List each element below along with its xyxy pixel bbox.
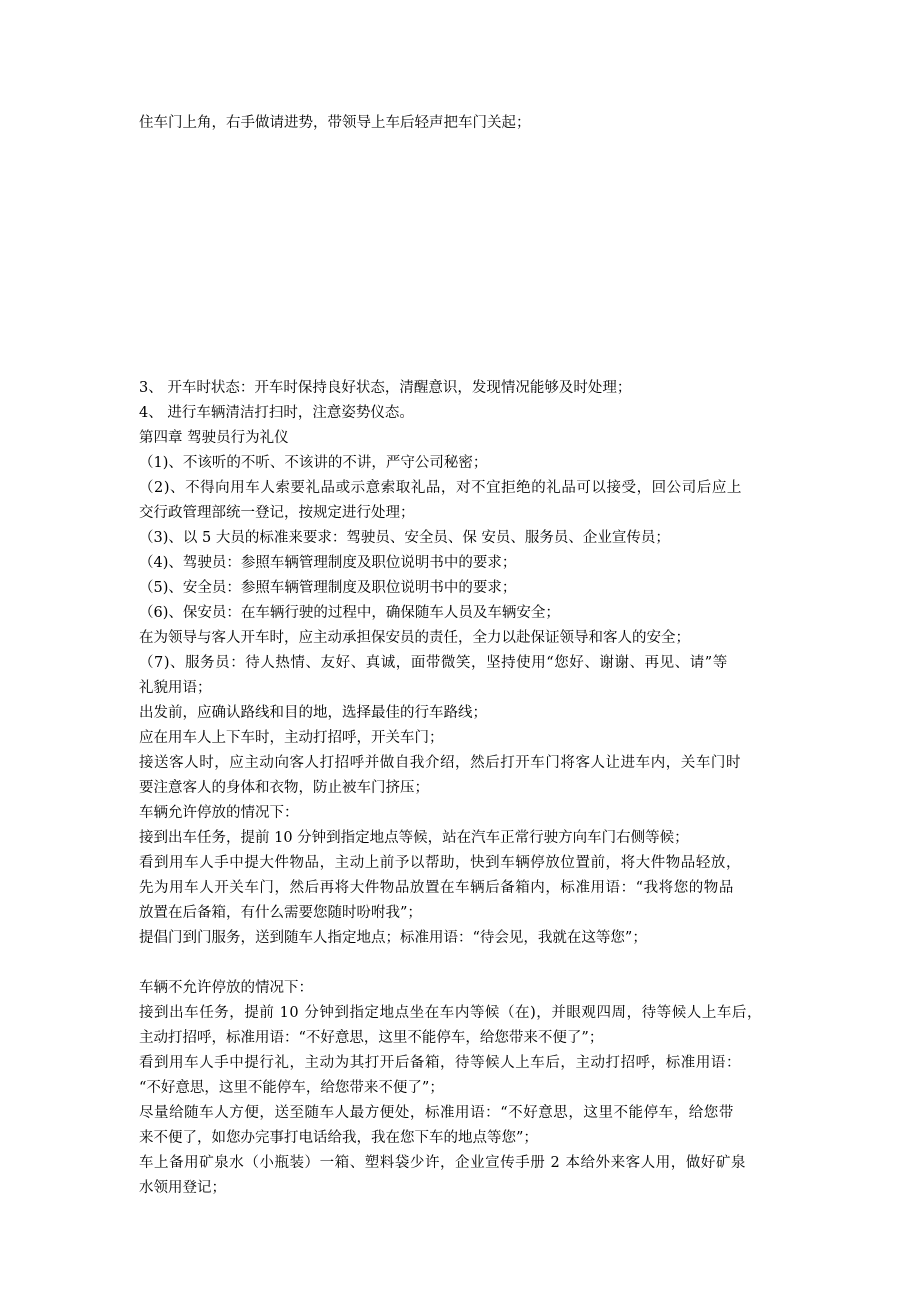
text-line: 水领用登记；: [139, 1180, 226, 1196]
text-line: 提倡门到门服务，送到随车人指定地点；标准用语：“待会见，我就在这等您”；: [139, 930, 647, 946]
text-line: 车辆允许停放的情况下：: [139, 805, 299, 821]
text-line: 在为领导与客人开车时，应主动承担保安员的责任，全力以赴保证领导和客人的安全；: [139, 630, 690, 646]
text-line: 车上备用矿泉水（小瓶装）一箱、塑料袋少许，企业宣传手册 2 本给外来客人用，做好矿泉: [139, 1155, 747, 1171]
text-line: 尽量给随车人方便，送至随车人最方便处，标准用语：“不好意思，这里不能停车，给您带: [139, 1105, 734, 1121]
text-line: （1)、不该听的不听、不该讲的不讲，严守公司秘密；: [139, 455, 488, 471]
text-line: （2)、不得向用车人索要礼品或示意索取礼品，对不宜拒绝的礼品可以接受，回公司后应上: [139, 480, 742, 496]
text-line: 车辆不允许停放的情况下：: [139, 980, 313, 996]
text-line: 4、 进行车辆清洁打扫时，注意姿势仪态。: [139, 405, 414, 421]
text-line: （4)、驾驶员：参照车辆管理制度及职位说明书中的要求；: [139, 555, 517, 571]
text-line: （7)、服务员：待人热情、友好、真诚，面带微笑，坚持使用“您好、谢谢、再见、请”等: [139, 655, 728, 671]
text-line: 3、 开车时状态：开车时保持良好状态，清醒意识，发现情况能够及时处理；: [139, 380, 632, 396]
text-line: 接送客人时，应主动向客人打招呼并做自我介绍，然后打开车门将客人让进车内，关车门时: [139, 755, 741, 771]
text-line: 放置在后备箱，有什么需要您随时吩咐我”；: [139, 905, 422, 921]
text-line: 看到用车人手中提行礼，主动为其打开后备箱，待等候人上车后，主动打招呼，标准用语：: [139, 1055, 741, 1071]
text-line: 接到出车任务，提前 10 分钟到指定地点坐在车内等候（在)，并眼观四周，待等候人上车后，: [139, 1005, 763, 1021]
text-line: 看到用车人手中提大件物品，主动上前予以帮助，快到车辆停放位置前，将大件物品轻放，: [139, 855, 741, 871]
text-line: （6)、保安员：在车辆行驶的过程中，确保随车人员及车辆安全；: [139, 605, 560, 621]
text-line: 住车门上角，右手做请进势，带领导上车后轻声把车门关起；: [139, 115, 531, 131]
text-line: 出发前，应确认路线和目的地，选择最佳的行车路线；: [139, 705, 487, 721]
text-line: （5)、安全员：参照车辆管理制度及职位说明书中的要求；: [139, 580, 517, 596]
text-line: 来不便了，如您办完事打电话给我，我在您下车的地点等您”；: [139, 1130, 538, 1146]
text-line: 礼貌用语；: [139, 680, 212, 696]
text-line: 要注意客人的身体和衣物，防止被车门挤压；: [139, 780, 429, 796]
text-line: “不好意思，这里不能停车，给您带来不便了”；: [139, 1080, 444, 1096]
text-line: 主动打招呼，标准用语：“不好意思，这里不能停车，给您带来不便了”；: [139, 1030, 604, 1046]
text-line: 应在用车人上下车时，主动打招呼，开关车门；: [139, 730, 444, 746]
text-line: 交行政管理部统一登记，按规定进行处理；: [139, 505, 415, 521]
text-line: 先为用车人开关车门，然后再将大件物品放置在车辆后备箱内，标准用语：“我将您的物品: [139, 880, 734, 896]
chapter-heading: 第四章 驾驶员行为礼仪: [139, 430, 289, 446]
text-line: 接到出车任务，提前 10 分钟到指定地点等候，站在汽车正常行驶方向车门右侧等候；: [139, 830, 689, 846]
text-line: （3)、以 5 大员的标准来要求：驾驶员、安全员、保 安员、服务员、企业宣传员；: [139, 530, 670, 546]
